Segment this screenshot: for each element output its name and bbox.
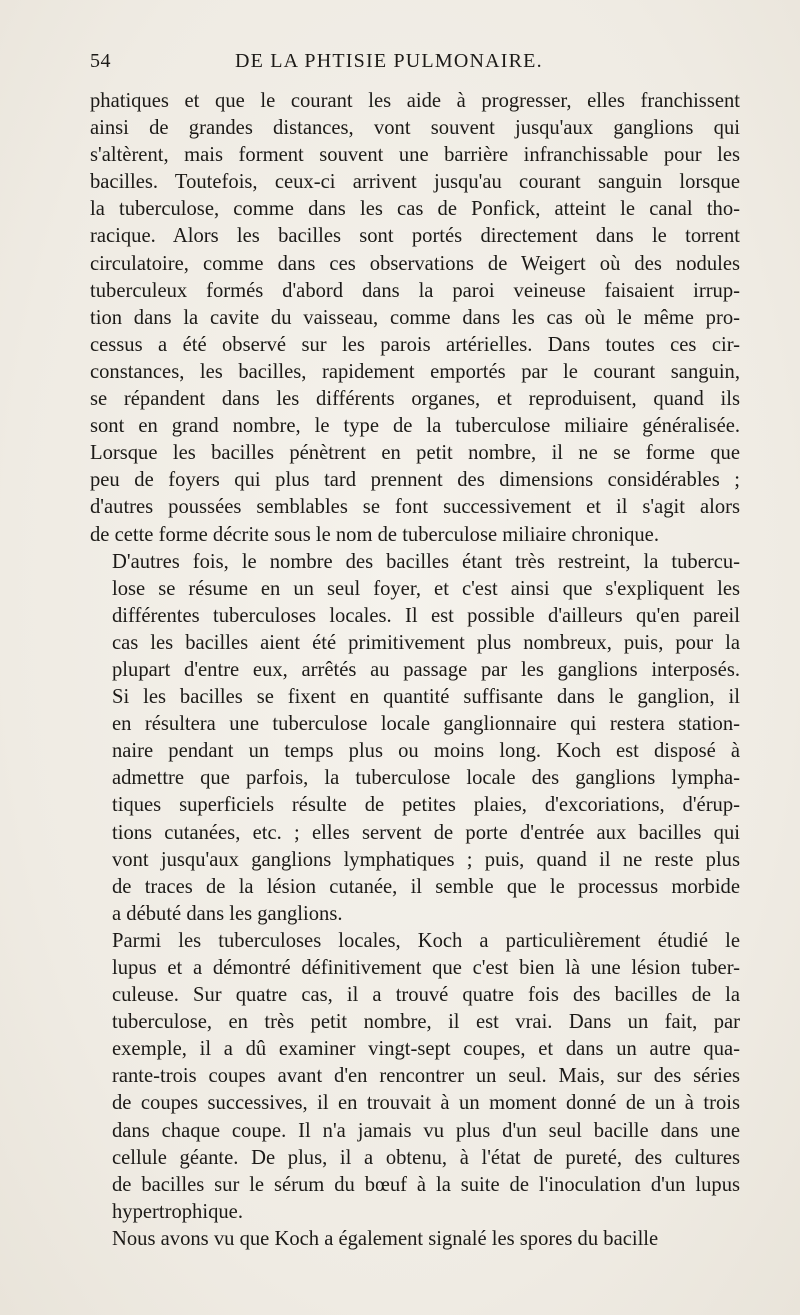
text-line: constances, les bacilles, rapidement emportés par le courant sanguin, bbox=[90, 360, 740, 383]
text-line: cellule géante. De plus, il a obtenu, à l'état de pureté, des cultures bbox=[112, 1146, 740, 1169]
text-line: vont jusqu'aux ganglions lymphatiques ; puis, quand il ne reste plus bbox=[112, 848, 740, 871]
text-line: tion dans la cavite du vaisseau, comme dans les cas où le même pro- bbox=[90, 306, 740, 329]
text-line: tions cutanées, etc. ; elles servent de porte d'entrée aux bacilles qui bbox=[112, 821, 740, 844]
text-line: se répandent dans les différents organes, et reproduisent, quand ils bbox=[90, 388, 740, 411]
text-line: s'altèrent, mais forment souvent une barrière infranchissable pour les bbox=[90, 144, 740, 167]
text-line: Si les bacilles se fixent en quantité suffisante dans le ganglion, il bbox=[112, 686, 740, 709]
text-line: racique. Alors les bacilles sont portés directement dans le torrent bbox=[90, 225, 740, 248]
text-line: Lorsque les bacilles pénètrent en petit nombre, il ne se forme que bbox=[90, 442, 740, 465]
text-line: phatiques et que le courant les aide à progresser, elles franchissent bbox=[90, 90, 740, 112]
text-line: d'autres poussées semblables se font successivement et il s'agit alors bbox=[90, 496, 740, 519]
text-line: bacilles. Toutefois, ceux-ci arrivent jusqu'au courant sanguin lorsque bbox=[90, 171, 740, 194]
text-line: différentes tuberculoses locales. Il est possible d'ailleurs qu'en pareil bbox=[112, 604, 740, 627]
text-line: ainsi de grandes distances, vont souvent jusqu'aux ganglions qui bbox=[90, 117, 740, 140]
text-line: lupus et a démontré définitivement que c'est bien là une lésion tuber- bbox=[112, 957, 740, 979]
text-line: admettre que parfois, la tuberculose locale des ganglions lympha- bbox=[112, 767, 740, 790]
text-line: cas les bacilles aient été primitivement plus nombreux, puis, pour la bbox=[112, 631, 740, 654]
paragraph bbox=[90, 549, 740, 928]
text-line: culeuse. Sur quatre cas, il a trouvé quatre fois des bacilles de la bbox=[112, 984, 740, 1007]
page-number: 54 bbox=[90, 50, 111, 72]
text-line: Parmi les tuberculoses locales, Koch a particulièrement étudié le bbox=[112, 929, 740, 952]
text-line: circulatoire, comme dans ces observations de Weigert où des nodules bbox=[90, 252, 740, 275]
running-head bbox=[90, 50, 740, 80]
text-line: sont en grand nombre, le type de la tuberculose miliaire généralisée. bbox=[90, 415, 740, 438]
text-line: hypertrophique. bbox=[112, 1200, 243, 1223]
text-line: dans chaque coupe. Il n'a jamais vu plus d'un seul bacille dans une bbox=[112, 1119, 740, 1142]
text-line: lose se résume en un seul foyer, et c'est ainsi que s'expliquent les bbox=[112, 577, 740, 600]
body-text bbox=[90, 88, 740, 1253]
text-line: tuberculeux formés d'abord dans la paroi veineuse faisaient irrup- bbox=[90, 279, 740, 302]
text-line: de traces de la lésion cutanée, il semble que le processus morbide bbox=[112, 875, 740, 898]
text-line: de bacilles sur le sérum du bœuf à la suite de l'inoculation d'un lupus bbox=[112, 1173, 740, 1196]
text-line: naire pendant un temps plus ou moins long. Koch est disposé à bbox=[112, 740, 740, 763]
text-line: exemple, il a dû examiner vingt-sept coupes, et dans un autre qua- bbox=[112, 1038, 740, 1061]
text-line: cessus a été observé sur les parois artérielles. Dans toutes ces cir- bbox=[90, 333, 740, 356]
text-line: peu de foyers qui plus tard prennent des dimensions considérables ; bbox=[90, 469, 740, 492]
text-line: de cette forme décrite sous le nom de tuberculose miliaire chronique. bbox=[90, 523, 659, 546]
text-line: a débuté dans les ganglions. bbox=[112, 902, 343, 925]
text-line: la tuberculose, comme dans les cas de Ponfick, atteint le canal tho- bbox=[90, 198, 740, 221]
text-line: D'autres fois, le nombre des bacilles étant très restreint, la tubercu- bbox=[112, 550, 740, 573]
text-line: tuberculose, en très petit nombre, il est vrai. Dans un fait, par bbox=[112, 1011, 740, 1034]
text-line: de coupes successives, il en trouvait à un moment donné de un à trois bbox=[112, 1092, 740, 1115]
paragraph bbox=[90, 928, 740, 1226]
text-line: plupart d'entre eux, arrêtés au passage par les ganglions interposés. bbox=[112, 658, 740, 681]
text-line: en résultera une tuberculose locale ganglionnaire qui restera station- bbox=[112, 713, 740, 736]
paragraph bbox=[90, 88, 740, 549]
text-line: tiques superficiels résulte de petites plaies, d'excoriations, d'érup- bbox=[112, 794, 740, 817]
running-title: DE LA PHTISIE PULMONAIRE. bbox=[235, 50, 543, 72]
paragraph bbox=[90, 1226, 740, 1253]
text-line: Nous avons vu que Koch a également signalé les spores du bacille bbox=[112, 1227, 659, 1250]
text-line: rante-trois coupes avant d'en rencontrer un seul. Mais, sur des séries bbox=[112, 1065, 740, 1088]
